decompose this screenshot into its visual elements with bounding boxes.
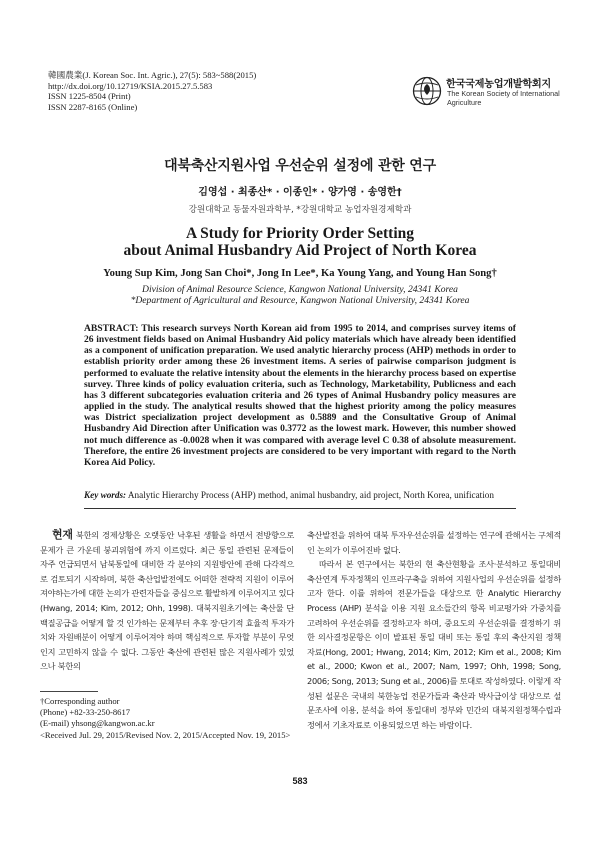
keywords-label: Key words: [84,490,127,500]
body-column-left [40,528,294,674]
body-text: 북한의 경제상황은 오랫동안 낙후된 생활을 하면서 전방향으로 문제가 큰 가운데 붕괴위험에 까지 이르렀다. 최근 통일 관련된 문제들이 자주 언급되면서 남북통일에 대비한 각 분야의 지원방안에 관해 다각적으로 검토되기 시작하며, 북한 축산업발전에도 어떠한 전략적 지원이 이루어져야하는가에 대한 논의가 관련자들을 중심으로 활발하게 이루어지고 있다(Hwang, 2014; Kim, 2012; Ohh, 1998). 대북지원초기에는 축산물 단백질공급을 어떻게 할 것 인가하는 문제부터 추후 장·단기적 효율적 투자가치와 자원배분이 어떻게 이루어져야 하며 핵심적으로 투자할 부분이 무엇인지 고민하지 않을 수 없다. 그동안 축산에 관련된 많은 지원사례가 있었으나 북한의 [40,530,294,672]
authors-en: Young Sup Kim, Jong San Choi*, Jong In Lee*, Ka Young Yang, and Young Han Song† [103,268,497,279]
paper-title-en-line1: A Study for Priority Order Setting [185,225,415,242]
society-name-en-line2: Agriculture [447,97,482,107]
journal-citation: 韓國農業(J. Korean Soc. Int. Agric.), 27(5): 583~588(2015) [48,70,257,80]
email: (E-mail) yhsong@kangwon.ac.kr [40,718,155,729]
society-name-en [447,90,560,107]
affiliation-en [0,284,600,306]
keywords-text: Analytic Hierarchy Process (AHP) method, animal husbandry, aid project, North Korea, unification [127,490,494,500]
affiliation-en-line2: *Department of Agricultural and Resource, Kangwon National University, 24341 Korea [130,295,470,307]
affiliation-ko: 강원대학교 동물자원과학부, *강원대학교 농업자원경제학과 [188,205,412,215]
body-paragraph [40,528,294,674]
paper-title-ko: 대북축산지원사업 우선순위 설정에 관한 연구 [164,158,436,174]
keywords [84,490,534,500]
lead-word: 현재 [52,528,73,541]
authors-ko: 김영섭 · 최종산* · 이종인* · 양가영 · 송영한† [198,187,402,198]
issn-print: ISSN 1225-8504 (Print) [48,91,131,102]
body-paragraph: 따라서 본 연구에서는 북한의 현 축산현황을 조사·분석하고 통일대비 축산연계 투자정책의 인프라구축을 위하여 지원사업의 우선순위를 설정하고자 한다. 이를 위하여 전문가들을 대상으로 한 Analytic Hierarchy Process (AHP) 분석을 이용 지원 요소들간의 항목 비교평가와 가중치를 고려하여 우선순위를 결정하고자 하며, 중요도의 우선순위를 결정하기 위한 의사결정문항은 이미 발표된 통일 대비 또는 통일 후의 축산지원 정책 자료(Hong, 2001; Hwang, 2014; Kim, 2012; Kim et al., 2008; Kim et al., 2000; Kwon et al., 2007; Nam, 1997; Ohh, 1998; Song, 2006; Song, 2013; Sung et al., 2006)를 토대로 작성하였다. 이렇게 작성된 설문은 국내의 북한농업 전문가들과 축산과 박사급이상 대상으로 설문조사에 이용, 분석을 하여 통일대비 정부와 민간의 대북지원정책수립과정에서 기초자료로 이용되었으면 하는 바람이다. [307,559,561,730]
affiliation-en-line1: Division of Animal Resource Science, Kangwon National University, 24341 Korea [142,284,458,295]
page-number: 583 [292,776,308,786]
body-column-right [307,528,561,732]
footnote [40,696,290,741]
issn-online: ISSN 2287-8165 (Online) [48,101,138,112]
journal-header [48,70,256,112]
body-paragraph: 축산발전을 위하여 대북 투자우선순위를 설정하는 연구에 관해서는 구체적인 논의가 이루어진바 없다. [307,530,561,555]
society-logo [412,74,562,108]
society-emblem-icon [412,76,442,106]
society-name-ko: 한국국제농업개발학회지 [446,79,551,90]
footnote-divider [40,691,98,692]
phone: (Phone) +82-33-250-8617 [40,707,131,718]
paper-title-en [0,225,600,259]
abstract-divider [84,508,516,509]
corresponding-author: †Corresponding author [40,696,120,706]
received-dates: <Received Jul. 29, 2015/Revised Nov. 2, 2015/Accepted Nov. 19, 2015> [40,729,291,740]
journal-doi: http://dx.doi.org/10.12719/KSIA.2015.27.5.583 [48,80,213,91]
paper-title-en-line2: about Animal Husbandry Aid Project of North Korea [123,242,477,259]
society-name-en-line1: The Korean Society of International [447,89,560,98]
abstract: ABSTRACT: This research surveys North Korean aid from 1995 to 2014, and comprises survey items of 26 investment fields based on Animal Husbandry Aid policy materials which have already been identified as a component of unification preparation. We used analytic hierarchy process (AHP) methods in order to establish priority order among these 26 investment items. A series of pairwise comparison judgment is performed to evaluate the relative intensity about the elements in the hierarchy process based on expertise survey. Three kinds of policy evaluation criteria, such as Technology, Marketability, Publicness and each has 3 different subcategories evaluation criteria and 26 types of Animal Husbandry policy measures are applied in the study. The analytical results showed that the highest priority among the policy measures was District specialization project development as 0.5889 and the Consultative Group of Animal Husbandry Aid Direction after Unification was 0.3772 as the lowest mark. However, this number showed not much difference as -0.0028 when it was compared with average level C 0.38 of absolute measurement. Therefore, the entire 26 investment projects are considered to be very important with regard to the North Korea Aid Policy. [84,323,516,468]
